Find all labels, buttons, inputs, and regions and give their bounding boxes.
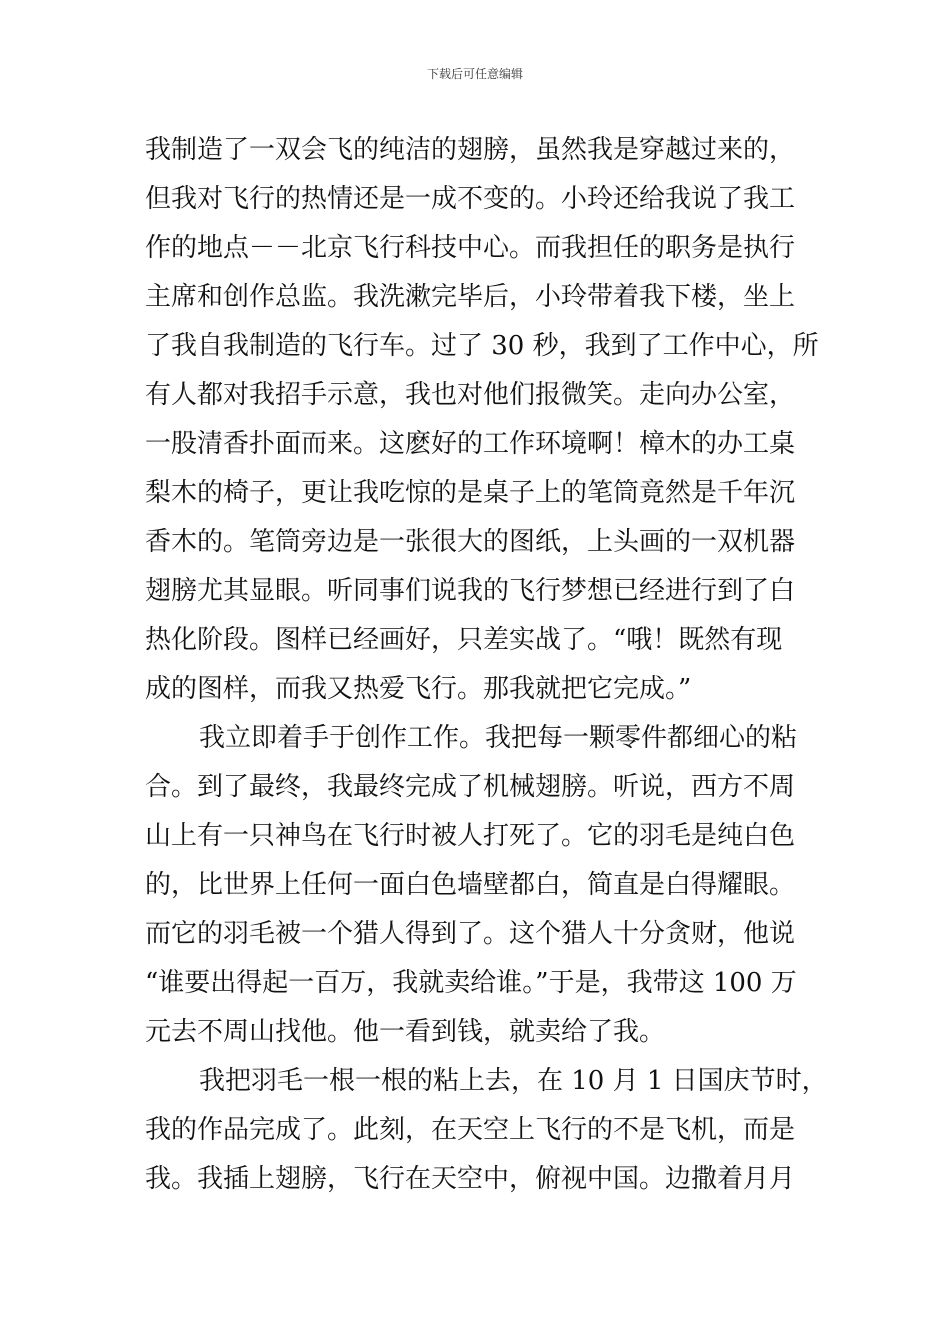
text-line: 但我对飞行的热情还是一成不变的。小玲还给我说了我工 [145,184,796,214]
text-line: 山上有一只神鸟在飞行时被人打死了。它的羽毛是纯白色 [145,821,796,851]
text-line: 我立即着手于创作工作。我把每一颗零件都细心的粘 [199,723,798,753]
page-header: 下载后可任意编辑 [426,67,523,81]
body-text [145,126,828,1204]
text-line: 梨木的椅子，更让我吃惊的是桌子上的笔筒竟然是千年沉 [145,478,796,508]
text-line: 热化阶段。图样已经画好，只差实战了。“哦！既然有现 [145,625,783,655]
text-line: 翅膀尤其显眼。听同事们说我的飞行梦想已经进行到了白 [145,576,796,606]
paragraph-2 [145,714,810,1057]
text-line: 的，比世界上任何一面白色墙壁都白，简直是白得耀眼。 [145,870,796,900]
text-line: 了我自我制造的飞行车。过了 30 秒，我到了工作中心，所 [145,331,819,361]
text-line: 香木的。笔筒旁边是一张很大的图纸，上头画的一双机器 [145,527,796,557]
text-line: 一股清香扑面而来。这麽好的工作环境啊！樟木的办工桌 [145,429,796,459]
text-line: 主席和创作总监。我洗漱完毕后，小玲带着我下楼，坐上 [145,282,796,312]
text-line: 作的地点－－北京飞行科技中心。而我担任的职务是执行 [145,233,796,263]
text-line: 有人都对我招手示意，我也对他们报微笑。走向办公室， [145,380,796,410]
text-line: 我的作品完成了。此刻，在天空上飞行的不是飞机，而是 [145,1115,796,1145]
text-line: 我把羽毛一根一根的粘上去，在 10 月 1 日国庆节时， [199,1066,828,1096]
text-line: “谁要出得起一百万，我就卖给谁。”于是，我带这 100 万 [145,968,797,998]
text-line: 我制造了一双会飞的纯洁的翅膀，虽然我是穿越过来的， [145,135,796,165]
paragraph-3 [145,1057,828,1204]
text-line: 而它的羽毛被一个猎人得到了。这个猎人十分贪财，他说 [145,919,796,949]
text-line: 成的图样，而我又热爱飞行。那我就把它完成。” [145,674,692,704]
paragraph-1 [145,126,819,714]
text-line: 合。到了最终，我最终完成了机械翅膀。听说，西方不周 [145,772,796,802]
text-line: 我。我插上翅膀，飞行在天空中，俯视中国。边撒着月月 [145,1164,796,1194]
text-line: 元去不周山找他。他一看到钱，就卖给了我。 [145,1017,666,1047]
